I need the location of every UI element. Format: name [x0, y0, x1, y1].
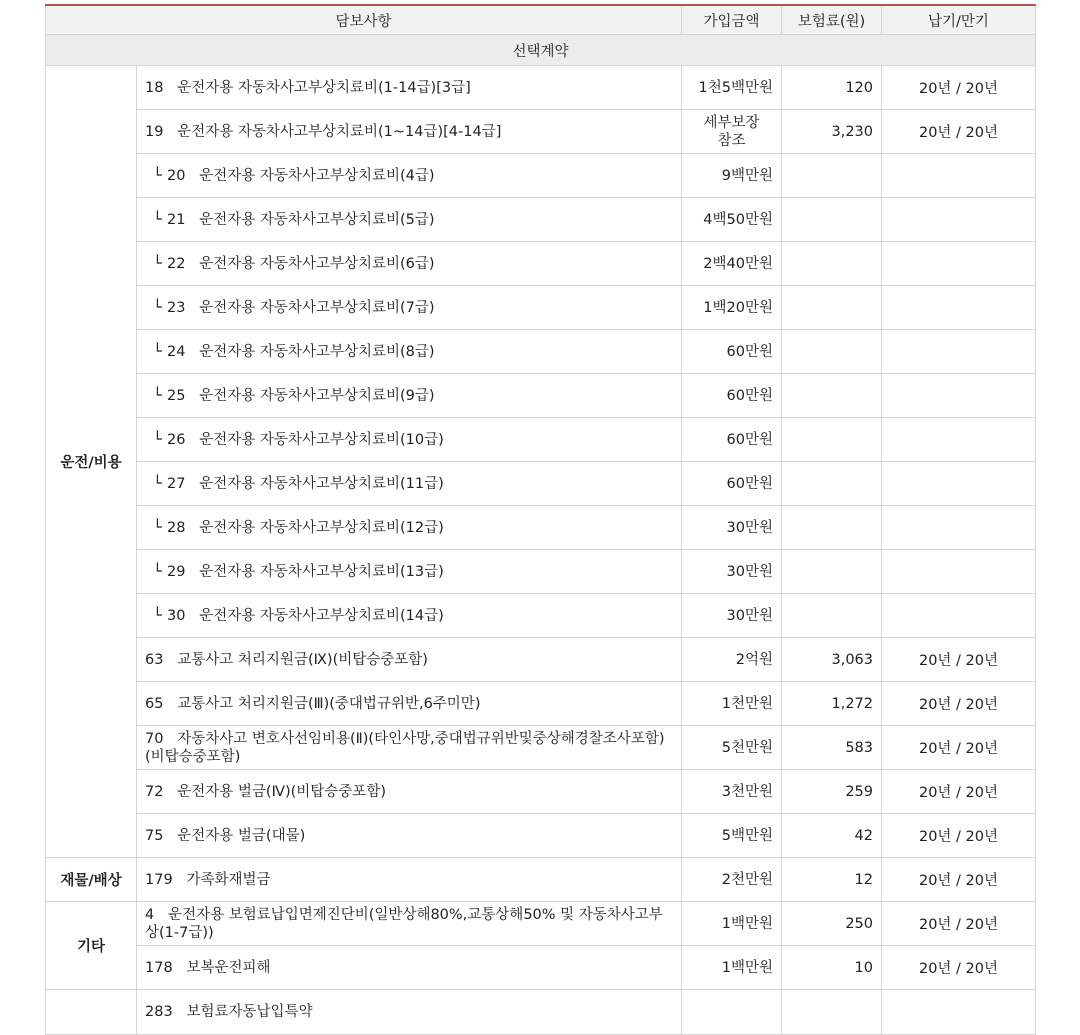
coverage-name: [137, 506, 682, 550]
branch-marker: └: [153, 387, 162, 404]
branch-marker: └: [153, 255, 162, 272]
amount-cell: 60만원: [682, 374, 782, 418]
coverage-label: 운전자용 자동차사고부상치료비(8급): [199, 343, 435, 360]
amount-cell: 1천5백만원: [682, 66, 782, 110]
coverage-number: 28: [167, 519, 186, 536]
coverage-number: 75: [145, 827, 164, 844]
coverage-label: 운전자용 벌금(대물): [177, 827, 306, 844]
coverage-name: [137, 858, 682, 902]
term-cell: [882, 374, 1036, 418]
coverage-number: 29: [167, 563, 186, 580]
coverage-table-container: [45, 4, 1035, 1035]
premium-cell: [782, 286, 882, 330]
coverage-name: [137, 770, 682, 814]
coverage-number: 30: [167, 607, 186, 624]
coverage-label: 운전자용 자동차사고부상치료비(10급): [199, 431, 444, 448]
premium-cell: [782, 990, 882, 1035]
coverage-label: 운전자용 자동차사고부상치료비(4급): [199, 167, 435, 184]
coverage-number: 23: [167, 299, 186, 316]
coverage-name: [137, 374, 682, 418]
table-row: [46, 418, 1036, 462]
coverage-number: 72: [145, 783, 164, 800]
term-cell: [882, 462, 1036, 506]
premium-cell: 583: [782, 726, 882, 770]
premium-cell: 250: [782, 902, 882, 946]
coverage-name: [137, 330, 682, 374]
branch-marker: └: [153, 211, 162, 228]
coverage-label: 자동차사고 변호사선임비용(Ⅱ)(타인사망,중대법규위반및중상해경찰조사포함)(비탑승중포함): [145, 730, 665, 765]
coverage-label: 운전자용 자동차사고부상치료비(1~14급)[4-14급]: [177, 123, 502, 140]
premium-cell: [782, 418, 882, 462]
table-row: [46, 814, 1036, 858]
term-cell: [882, 506, 1036, 550]
premium-cell: 259: [782, 770, 882, 814]
coverage-label: 교통사고 처리지원금(Ⅸ)(비탑승중포함): [177, 651, 428, 668]
premium-cell: 1,272: [782, 682, 882, 726]
term-cell: [882, 418, 1036, 462]
coverage-number: 70: [145, 730, 164, 747]
coverage-label: 운전자용 자동차사고부상치료비(7급): [199, 299, 435, 316]
amount-cell: 9백만원: [682, 154, 782, 198]
coverage-name: [137, 198, 682, 242]
coverage-number: 4: [145, 906, 155, 923]
header-term: 납기/만기: [882, 5, 1036, 35]
header-amount: 가입금액: [682, 5, 782, 35]
coverage-name: [137, 242, 682, 286]
term-cell: 20년 / 20년: [882, 110, 1036, 154]
coverage-label: 운전자용 자동차사고부상치료비(12급): [199, 519, 444, 536]
premium-cell: 3,063: [782, 638, 882, 682]
coverage-number: 18: [145, 79, 164, 96]
branch-marker: └: [153, 563, 162, 580]
amount-cell: 2억원: [682, 638, 782, 682]
coverage-name: [137, 286, 682, 330]
coverage-number: 25: [167, 387, 186, 404]
header-coverage: 담보사항: [46, 5, 682, 35]
table-row: [46, 110, 1036, 154]
term-cell: [882, 594, 1036, 638]
table-row: [46, 506, 1036, 550]
amount-line-2: 참조: [717, 132, 746, 149]
table-row: [46, 858, 1036, 902]
premium-cell: 12: [782, 858, 882, 902]
coverage-name: [137, 814, 682, 858]
category-cell: [46, 990, 137, 1035]
coverage-label: 보험료자동납입특약: [186, 1004, 313, 1020]
premium-cell: [782, 242, 882, 286]
coverage-name: [137, 154, 682, 198]
coverage-table: [45, 4, 1036, 1035]
table-row: [46, 330, 1036, 374]
amount-cell: 30만원: [682, 506, 782, 550]
branch-marker: └: [153, 607, 162, 624]
term-cell: 20년 / 20년: [882, 682, 1036, 726]
coverage-number: 21: [167, 211, 186, 228]
category-cell: 운전/비용: [46, 66, 137, 858]
table-row: [46, 682, 1036, 726]
coverage-number: 19: [145, 123, 164, 140]
amount-cell: 30만원: [682, 550, 782, 594]
coverage-label: 가족화재벌금: [186, 871, 271, 888]
category-cell: 재물/배상: [46, 858, 137, 902]
term-cell: [882, 330, 1036, 374]
branch-marker: └: [153, 167, 162, 184]
amount-cell: 1천만원: [682, 682, 782, 726]
coverage-label: 운전자용 자동차사고부상치료비(1-14급)[3급]: [177, 79, 471, 96]
branch-marker: └: [153, 475, 162, 492]
amount-cell: 2백40만원: [682, 242, 782, 286]
amount-cell: 5천만원: [682, 726, 782, 770]
coverage-name: [137, 990, 682, 1035]
coverage-name: [137, 946, 682, 990]
amount-cell: 5백만원: [682, 814, 782, 858]
section-title: 선택계약: [46, 35, 1036, 66]
header-row: [46, 5, 1036, 35]
term-cell: 20년 / 20년: [882, 638, 1036, 682]
table-row: [46, 594, 1036, 638]
term-cell: [882, 242, 1036, 286]
table-row: [46, 66, 1036, 110]
amount-cell: 60만원: [682, 330, 782, 374]
amount-cell: [682, 110, 782, 154]
coverage-label: 운전자용 자동차사고부상치료비(14급): [199, 607, 444, 624]
table-row: [46, 550, 1036, 594]
amount-cell: 30만원: [682, 594, 782, 638]
amount-cell: 1백만원: [682, 946, 782, 990]
amount-cell: 4백50만원: [682, 198, 782, 242]
term-cell: 20년 / 20년: [882, 66, 1036, 110]
term-cell: 20년 / 20년: [882, 770, 1036, 814]
coverage-name: [137, 902, 682, 946]
amount-cell: 1백20만원: [682, 286, 782, 330]
coverage-number: 178: [145, 959, 173, 976]
category-cell: 기타: [46, 902, 137, 990]
amount-line-1: 세부보장: [703, 114, 760, 131]
term-cell: [882, 154, 1036, 198]
premium-cell: [782, 506, 882, 550]
table-row: [46, 946, 1036, 990]
coverage-name: [137, 594, 682, 638]
coverage-number: 22: [167, 255, 186, 272]
branch-marker: └: [153, 519, 162, 536]
table-row: [46, 990, 1036, 1035]
coverage-label: 운전자용 벌금(Ⅳ)(비탑승중포함): [177, 783, 386, 800]
term-cell: 20년 / 20년: [882, 946, 1036, 990]
coverage-name: [137, 462, 682, 506]
coverage-number: 65: [145, 695, 164, 712]
term-cell: 20년 / 20년: [882, 858, 1036, 902]
table-row: [46, 902, 1036, 946]
coverage-number: 63: [145, 651, 164, 668]
coverage-name: [137, 66, 682, 110]
coverage-name: [137, 110, 682, 154]
table-row: [46, 638, 1036, 682]
coverage-number: 20: [167, 167, 186, 184]
table-row: [46, 462, 1036, 506]
coverage-label: 운전자용 자동차사고부상치료비(6급): [199, 255, 435, 272]
amount-cell: 3천만원: [682, 770, 782, 814]
table-row: [46, 286, 1036, 330]
coverage-table-body: [46, 66, 1036, 1035]
term-cell: 20년 / 20년: [882, 902, 1036, 946]
amount-cell: 2천만원: [682, 858, 782, 902]
amount-cell: [682, 990, 782, 1035]
table-row: [46, 374, 1036, 418]
branch-marker: └: [153, 299, 162, 316]
coverage-number: 283: [145, 1004, 173, 1020]
premium-cell: [782, 330, 882, 374]
coverage-label: 운전자용 자동차사고부상치료비(9급): [199, 387, 435, 404]
coverage-name: [137, 550, 682, 594]
premium-cell: [782, 154, 882, 198]
amount-cell: 1백만원: [682, 902, 782, 946]
premium-cell: [782, 594, 882, 638]
table-row: [46, 242, 1036, 286]
term-cell: 20년 / 20년: [882, 814, 1036, 858]
premium-cell: 42: [782, 814, 882, 858]
coverage-label: 보복운전피해: [186, 959, 271, 976]
coverage-label: 교통사고 처리지원금(Ⅲ)(중대법규위반,6주미만): [177, 695, 481, 712]
table-row: [46, 770, 1036, 814]
coverage-label: 운전자용 자동차사고부상치료비(5급): [199, 211, 435, 228]
term-cell: [882, 198, 1036, 242]
term-cell: [882, 286, 1036, 330]
coverage-name: [137, 682, 682, 726]
term-cell: [882, 990, 1036, 1035]
coverage-number: 179: [145, 871, 173, 888]
premium-cell: [782, 462, 882, 506]
coverage-label: 운전자용 보험료납입면제진단비(일반상해80%,교통상해50% 및 자동차사고부상(1-7급)): [145, 906, 663, 941]
premium-cell: 10: [782, 946, 882, 990]
coverage-label: 운전자용 자동차사고부상치료비(11급): [199, 475, 444, 492]
coverage-number: 24: [167, 343, 186, 360]
coverage-number: 26: [167, 431, 186, 448]
amount-cell: 60만원: [682, 418, 782, 462]
premium-cell: [782, 550, 882, 594]
coverage-name: [137, 418, 682, 462]
premium-cell: 3,230: [782, 110, 882, 154]
premium-cell: 120: [782, 66, 882, 110]
coverage-number: 27: [167, 475, 186, 492]
header-premium: 보험료(원): [782, 5, 882, 35]
premium-cell: [782, 374, 882, 418]
term-cell: 20년 / 20년: [882, 726, 1036, 770]
coverage-name: [137, 638, 682, 682]
table-row: [46, 154, 1036, 198]
branch-marker: └: [153, 431, 162, 448]
section-row: [46, 35, 1036, 66]
premium-cell: [782, 198, 882, 242]
table-row: [46, 198, 1036, 242]
coverage-name: [137, 726, 682, 770]
branch-marker: └: [153, 343, 162, 360]
table-row: [46, 726, 1036, 770]
term-cell: [882, 550, 1036, 594]
coverage-label: 운전자용 자동차사고부상치료비(13급): [199, 563, 444, 580]
amount-cell: 60만원: [682, 462, 782, 506]
